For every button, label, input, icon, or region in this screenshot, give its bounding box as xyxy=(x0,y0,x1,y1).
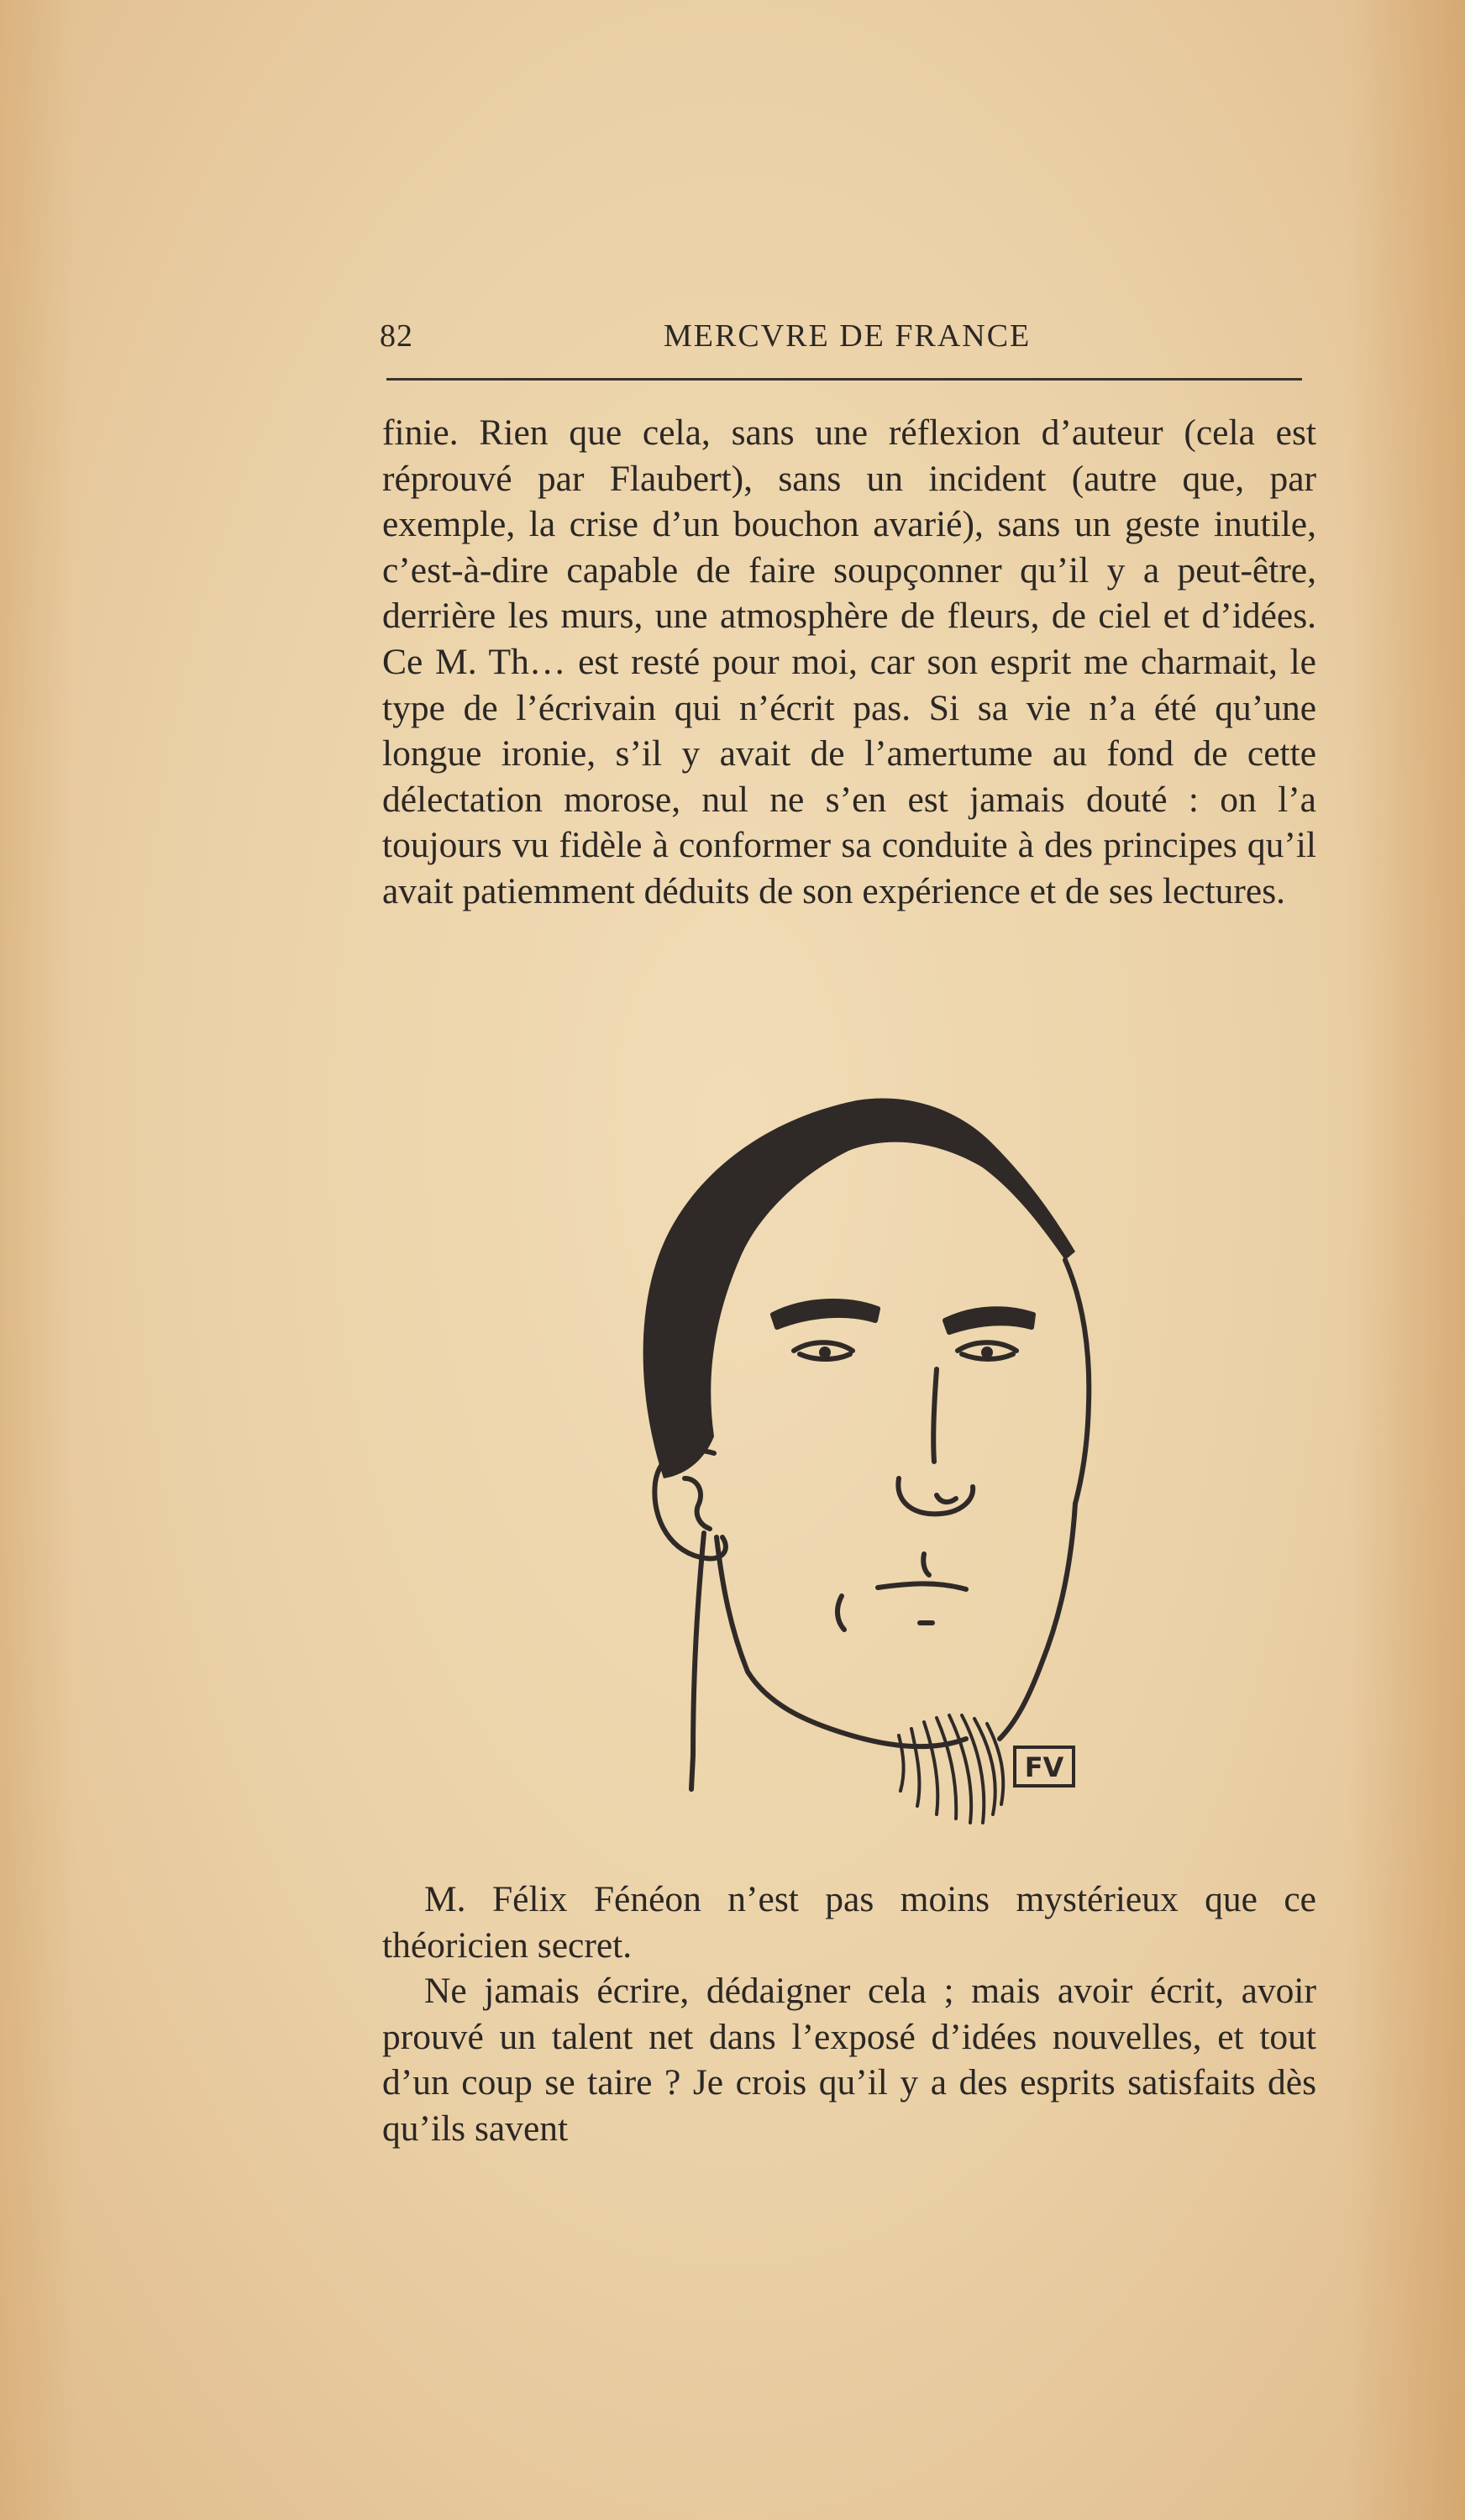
page-edge-shadow-right xyxy=(1347,0,1465,2520)
head-right-outline xyxy=(1065,1260,1089,1504)
neck-left-line xyxy=(691,1533,704,1789)
text-block-bottom xyxy=(382,1877,1316,2152)
pupil-left xyxy=(819,1347,831,1358)
journal-title: MERCVRE DE FRANCE xyxy=(664,318,1032,354)
hair-shape xyxy=(643,1098,1075,1478)
jaw-right-outline xyxy=(1000,1504,1075,1739)
paragraph-ne-jamais: Ne jamais écrire, dédaigner cela ; mais avoir écrit, avoir prouvé un talent net dans l’exposé d’idées nouvelles, et tout d’un coup se taire ? Je crois qu’il y a des esprits satisfaits dès qu’ils savent xyxy=(382,1971,1316,2149)
paragraph-feneon: M. Félix Fénéon n’est pas moins mystérieux que ce théoricien secret. xyxy=(382,1879,1316,1966)
goatee xyxy=(899,1715,1003,1823)
mouth-line xyxy=(878,1583,966,1589)
paragraph-continued: finie. Rien que cela, sans une réflexion d’auteur (cela est réprouvé par Flaubert), sans un incident (autre que, par exemple, la crise d’un bouchon avarié), sans un geste inutile, c’est-à-dire capable de faire soupçonner qu’il y a peut-être, derrière les murs, une atmosphère de fleurs, de ciel et d’idées. Ce M. Th… est resté pour moi, car son esprit me charmait, le type de l’écrivain qui n’écrit pas. Si sa vie n’a été qu’une longue ironie, s’il y avait de l’amertume au fond de cette délectation morose, nul ne s’en est jamais douté : on l’a toujours vu fidèle à conformer sa conduite à des principes qu’il avait patiemment déduits de son expérience et de ses lectures. xyxy=(382,412,1316,911)
portrait-woodcut xyxy=(605,1084,1109,1856)
pupil-right xyxy=(981,1347,993,1358)
nostril xyxy=(937,1495,956,1502)
philtrum xyxy=(923,1554,929,1575)
monogram-fv xyxy=(1015,1747,1074,1786)
page-number: 82 xyxy=(380,318,413,354)
page-edge-shadow-left xyxy=(0,0,76,2520)
nose-bridge xyxy=(933,1369,937,1462)
portrait-svg xyxy=(605,1084,1109,1856)
eyebrow-right xyxy=(945,1309,1033,1332)
ear-inner xyxy=(685,1478,710,1529)
monogram-text: FV xyxy=(1024,1751,1064,1783)
header-rule xyxy=(386,378,1302,381)
text-block-top xyxy=(382,410,1316,915)
jaw-left-outline xyxy=(717,1537,966,1746)
running-head xyxy=(380,318,1312,360)
eyebrow-left xyxy=(773,1301,878,1327)
mouth-corner-left xyxy=(838,1596,844,1630)
